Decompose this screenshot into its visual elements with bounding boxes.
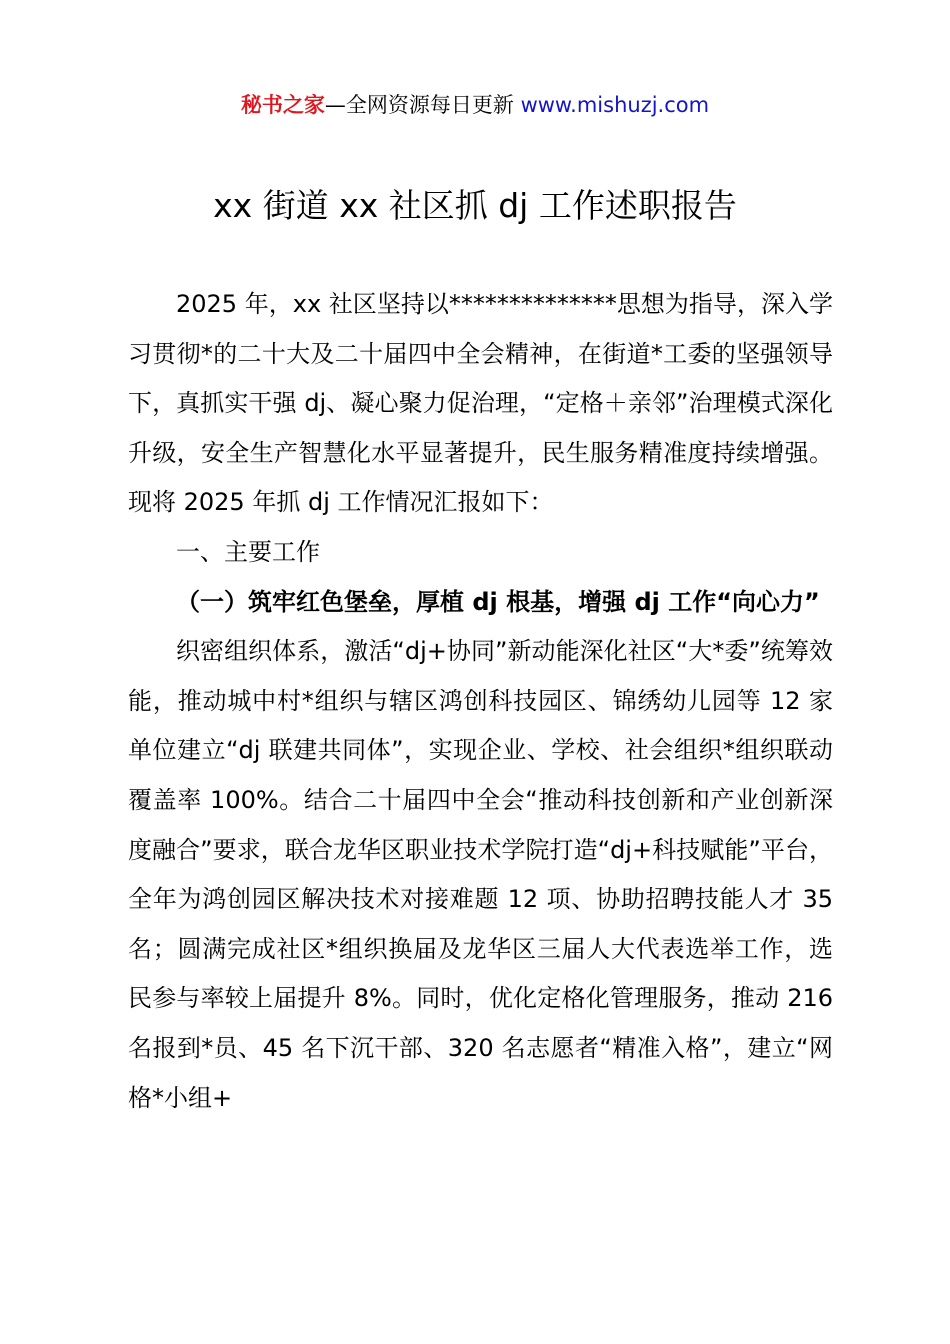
brand-name: 秘书之家 <box>240 93 325 117</box>
document-body <box>128 280 833 1123</box>
site-header <box>0 88 950 122</box>
intro-paragraph: 2025 年，xx 社区坚持以**************思想为指导，深入学习贯彻*的二十大及二十届四中全会精神，在街道*工委的坚强领导下，真抓实干强 dj、凝心聚力促治理，“定格＋亲邻”治理模式深化升级，安全生产智慧化水平显著提升，民生服务精准度持续增强。现将 2025 年抓 dj 工作情况汇报如下： <box>128 290 833 517</box>
document-title: xx 街道 xx 社区抓 dj 工作述职报告 <box>213 186 737 225</box>
section-heading: 一、主要工作 <box>176 537 320 566</box>
subsection-heading: （一）筑牢红色堡垒，厚植 dj 根基，增强 dj 工作“向心力” <box>176 587 820 616</box>
header-tagline: —全网资源每日更新 <box>324 93 521 117</box>
site-url-link[interactable]: www.mishuzj.com <box>520 93 710 117</box>
body-paragraph: 织密组织体系，激活“dj+协同”新动能深化社区“大*委”统筹效能，推动城中村*组织与辖区鸿创科技园区、锦绣幼儿园等 12 家单位建立“dj 联建共同体”，实现企业、学校、社会组织*组织联动覆盖率 100%。结合二十届四中全会“推动科技创新和产业创新深度融合”要求，联合龙华区职业技术学院打造“dj+科技赋能”平台，全年为鸿创园区解决技术对接难题 12 项、协助招聘技能人才 35 名；圆满完成社区*组织换届及龙华区三届人大代表选举工作，选民参与率较上届提升 8%。同时，优化定格化管理服务，推动 216 名报到*员、45 名下沉干部、320 名志愿者“精准入格”，建立“网格*小组+ <box>128 637 833 1112</box>
